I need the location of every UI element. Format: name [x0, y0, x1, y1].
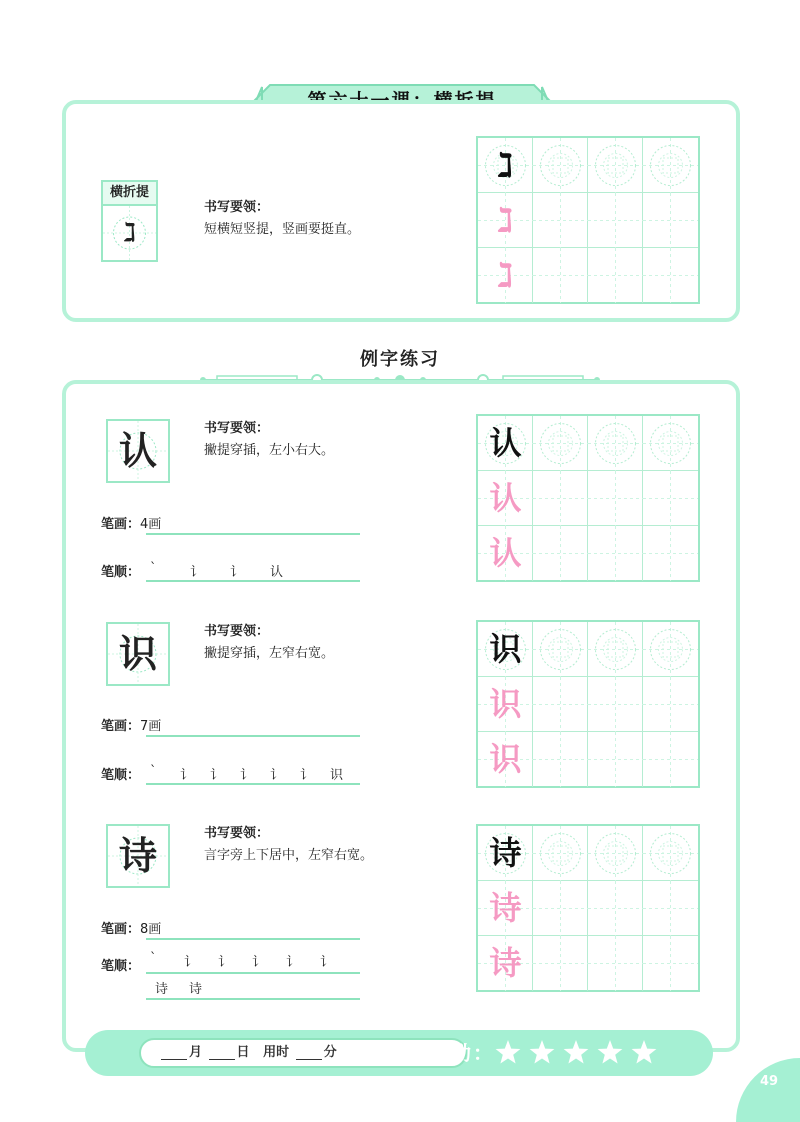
stroke-order-step: 讠 — [320, 955, 334, 970]
cell-guide — [588, 677, 643, 732]
practice-cell-blank[interactable] — [533, 416, 588, 471]
example-tip-heading: 书写要领： — [204, 826, 270, 841]
practice-cell-sample — [478, 416, 533, 471]
stroke-order-step: 讠 — [218, 955, 232, 970]
example-tip-text: 言字旁上下居中，左窄右宽。 — [204, 848, 374, 863]
cell-guide — [588, 732, 643, 787]
practice-cell-blank[interactable] — [643, 416, 698, 471]
example-char-box — [106, 622, 170, 686]
practice-cell-sample — [478, 936, 533, 991]
practice-cell-blank[interactable] — [533, 471, 588, 526]
sample-glyph: ℷ — [498, 146, 513, 184]
strokes-label: 笔画： — [101, 922, 141, 937]
practice-cell-blank[interactable] — [588, 622, 643, 677]
strokes-label: 笔画： — [101, 517, 141, 532]
cell-guide — [588, 936, 643, 991]
star-icon[interactable] — [632, 1040, 657, 1064]
example-tip-text: 撇提穿插，左小右大。 — [204, 443, 335, 458]
example-tip-heading: 书写要领： — [204, 624, 270, 639]
date-time-field[interactable] — [139, 1038, 467, 1068]
example-tip — [204, 621, 334, 665]
stroke-order-step: 讠 — [184, 955, 198, 970]
cell-guide — [643, 248, 698, 303]
strokes-value: 4画 — [140, 517, 162, 532]
star-icon[interactable] — [564, 1040, 589, 1064]
practice-cell-blank[interactable] — [588, 881, 643, 936]
trace-glyph: 认 — [489, 534, 522, 572]
practice-cell-blank[interactable] — [588, 677, 643, 732]
day-label: 日 — [236, 1045, 250, 1060]
practice-cell-sample — [478, 138, 533, 193]
cell-guide — [533, 677, 588, 732]
underline — [146, 938, 360, 940]
cell-guide — [533, 936, 588, 991]
practice-cell-blank[interactable] — [643, 622, 698, 677]
practice-cell-blank[interactable] — [643, 677, 698, 732]
cell-guide — [643, 732, 698, 787]
stroke-order-step: ` — [150, 951, 157, 966]
stroke-order-step: 讠 — [230, 565, 244, 580]
underline — [146, 580, 360, 582]
practice-cell-blank[interactable] — [533, 622, 588, 677]
cell-guide — [588, 471, 643, 526]
example-tip-text: 撇提穿插，左窄右宽。 — [204, 646, 335, 661]
cell-guide — [643, 416, 698, 471]
practice-cell-blank[interactable] — [643, 936, 698, 991]
stroke-order-step: 讠 — [180, 768, 194, 783]
sample-glyph: 诗 — [489, 834, 522, 872]
practice-cell-blank[interactable] — [533, 193, 588, 248]
month-blank[interactable] — [161, 1046, 187, 1060]
practice-cell-sample — [478, 526, 533, 581]
practice-cell-blank[interactable] — [588, 526, 643, 581]
cell-guide — [643, 471, 698, 526]
practice-cell-blank[interactable] — [533, 138, 588, 193]
trace-glyph: ℷ — [498, 201, 513, 239]
practice-cell-blank[interactable] — [533, 936, 588, 991]
lesson-tip-text: 短横短竖提，竖画要挺直。 — [204, 222, 361, 237]
stroke-order-step: 讠 — [252, 955, 266, 970]
stroke-order-step: ` — [150, 764, 157, 779]
sample-glyph: 认 — [489, 424, 522, 462]
stroke-order-label: 笔顺： — [101, 959, 141, 974]
practice-cell-blank[interactable] — [588, 732, 643, 787]
star-icon[interactable] — [496, 1040, 521, 1064]
cell-guide — [643, 193, 698, 248]
stroke-order-step: 讠 — [270, 768, 284, 783]
practice-cell-blank[interactable] — [643, 732, 698, 787]
minute-label: 分 — [323, 1045, 337, 1060]
cell-guide — [533, 732, 588, 787]
stroke-order-row — [101, 561, 140, 580]
cell-guide — [588, 138, 643, 193]
stroke-order-step: 认 — [270, 565, 284, 580]
stroke-order-step: 讠 — [300, 768, 314, 783]
cell-guide — [643, 826, 698, 881]
practice-cell-blank[interactable] — [588, 936, 643, 991]
month-label: 月 — [189, 1045, 203, 1060]
cell-guide — [533, 526, 588, 581]
practice-cell-blank[interactable] — [533, 826, 588, 881]
sample-glyph: 识 — [489, 630, 522, 668]
cell-guide — [643, 677, 698, 732]
cell-guide — [643, 881, 698, 936]
stroke-order-row — [101, 955, 140, 974]
practice-cell-blank[interactable] — [643, 193, 698, 248]
trace-glyph: 诗 — [489, 944, 522, 982]
star-icon[interactable] — [530, 1040, 555, 1064]
practice-cell-blank[interactable] — [643, 471, 698, 526]
practice-cell-blank[interactable] — [533, 881, 588, 936]
stroke-order-step: 识 — [330, 768, 344, 783]
stroke-name: 横折提 — [103, 182, 156, 206]
example-char: 认 — [118, 428, 157, 473]
example-char: 诗 — [118, 833, 157, 878]
lesson-tip-heading: 书写要领： — [204, 200, 270, 215]
stroke-order-step: 讠 — [240, 768, 254, 783]
cell-guide — [533, 471, 588, 526]
cell-guide — [533, 193, 588, 248]
strokes-label: 笔画： — [101, 719, 141, 734]
example-practice-grid — [476, 414, 700, 582]
strokes-count-row — [101, 715, 161, 734]
cell-guide — [533, 826, 588, 881]
practice-cell-sample — [478, 248, 533, 303]
example-char-box — [106, 419, 170, 483]
stroke-glyph: ℷ — [123, 218, 136, 248]
strokes-count-row — [101, 513, 161, 532]
underline — [146, 533, 360, 535]
cell-guide — [588, 416, 643, 471]
practice-cell-sample — [478, 881, 533, 936]
cell-guide — [643, 622, 698, 677]
lesson-practice-grid — [476, 136, 700, 304]
cell-guide — [588, 826, 643, 881]
stroke-order-step: 讠 — [190, 565, 204, 580]
practice-cell-blank[interactable] — [588, 248, 643, 303]
minute-blank[interactable] — [296, 1046, 322, 1060]
practice-cell-sample — [478, 826, 533, 881]
trace-glyph: ℷ — [498, 256, 513, 294]
cell-guide — [643, 138, 698, 193]
practice-cell-blank[interactable] — [533, 526, 588, 581]
reward-label: 奖励： — [429, 1041, 495, 1065]
stroke-order-step: 讠 — [286, 955, 300, 970]
page-number-tab — [736, 1058, 800, 1122]
cell-guide — [588, 622, 643, 677]
star-icon[interactable] — [598, 1040, 623, 1064]
cell-guide — [533, 622, 588, 677]
practice-cell-sample — [478, 622, 533, 677]
stroke-order-step: 诗 — [155, 982, 169, 997]
example-tip — [204, 418, 334, 462]
trace-glyph: 识 — [489, 685, 522, 723]
cell-guide — [533, 416, 588, 471]
practice-cell-sample — [478, 193, 533, 248]
strokes-value: 8画 — [140, 922, 162, 937]
cell-guide — [533, 248, 588, 303]
cell-guide — [533, 138, 588, 193]
underline — [146, 972, 360, 974]
strokes-count-row — [101, 918, 161, 937]
practice-cell-blank[interactable] — [588, 471, 643, 526]
stroke-order-step: ` — [150, 561, 157, 576]
practice-cell-blank[interactable] — [533, 732, 588, 787]
practice-cell-sample — [478, 677, 533, 732]
practice-cell-blank[interactable] — [643, 138, 698, 193]
example-tip — [204, 823, 373, 867]
underline — [146, 735, 360, 737]
trace-glyph: 识 — [489, 740, 522, 778]
cell-guide — [643, 526, 698, 581]
practice-cell-blank[interactable] — [643, 881, 698, 936]
stroke-order-label: 笔顺： — [101, 768, 141, 783]
reward-stars — [493, 1038, 663, 1068]
stroke-card — [101, 180, 158, 262]
strokes-value: 7画 — [140, 719, 162, 734]
section-title: 例字练习 — [360, 349, 440, 370]
time-label: 用时 — [263, 1045, 290, 1060]
underline — [146, 998, 360, 1000]
example-char-box — [106, 824, 170, 888]
cell-guide — [533, 881, 588, 936]
example-tip-heading: 书写要领： — [204, 421, 270, 436]
example-practice-grid — [476, 620, 700, 788]
day-blank[interactable] — [209, 1046, 235, 1060]
stroke-order-step: 诗 — [189, 982, 203, 997]
lesson-tip — [204, 197, 360, 241]
practice-cell-blank[interactable] — [588, 193, 643, 248]
example-practice-grid — [476, 824, 700, 992]
practice-cell-blank[interactable] — [643, 826, 698, 881]
practice-cell-blank[interactable] — [533, 677, 588, 732]
cell-guide — [588, 248, 643, 303]
practice-cell-blank[interactable] — [588, 826, 643, 881]
cell-guide — [643, 936, 698, 991]
stroke-order-label: 笔顺： — [101, 565, 141, 580]
cell-guide — [588, 526, 643, 581]
practice-cell-blank[interactable] — [588, 138, 643, 193]
practice-cell-sample — [478, 732, 533, 787]
example-char: 识 — [118, 631, 157, 676]
practice-cell-blank[interactable] — [643, 248, 698, 303]
practice-cell-blank[interactable] — [643, 526, 698, 581]
stroke-order-step: 讠 — [210, 768, 224, 783]
cell-guide — [588, 881, 643, 936]
trace-glyph: 诗 — [489, 889, 522, 927]
footer-bar — [85, 1030, 713, 1076]
stroke-order-row — [101, 764, 140, 783]
practice-cell-blank[interactable] — [588, 416, 643, 471]
cell-guide — [588, 193, 643, 248]
practice-cell-sample — [478, 471, 533, 526]
practice-cell-blank[interactable] — [533, 248, 588, 303]
page-number: 49 — [760, 1074, 779, 1089]
underline — [146, 783, 360, 785]
trace-glyph: 认 — [489, 479, 522, 517]
